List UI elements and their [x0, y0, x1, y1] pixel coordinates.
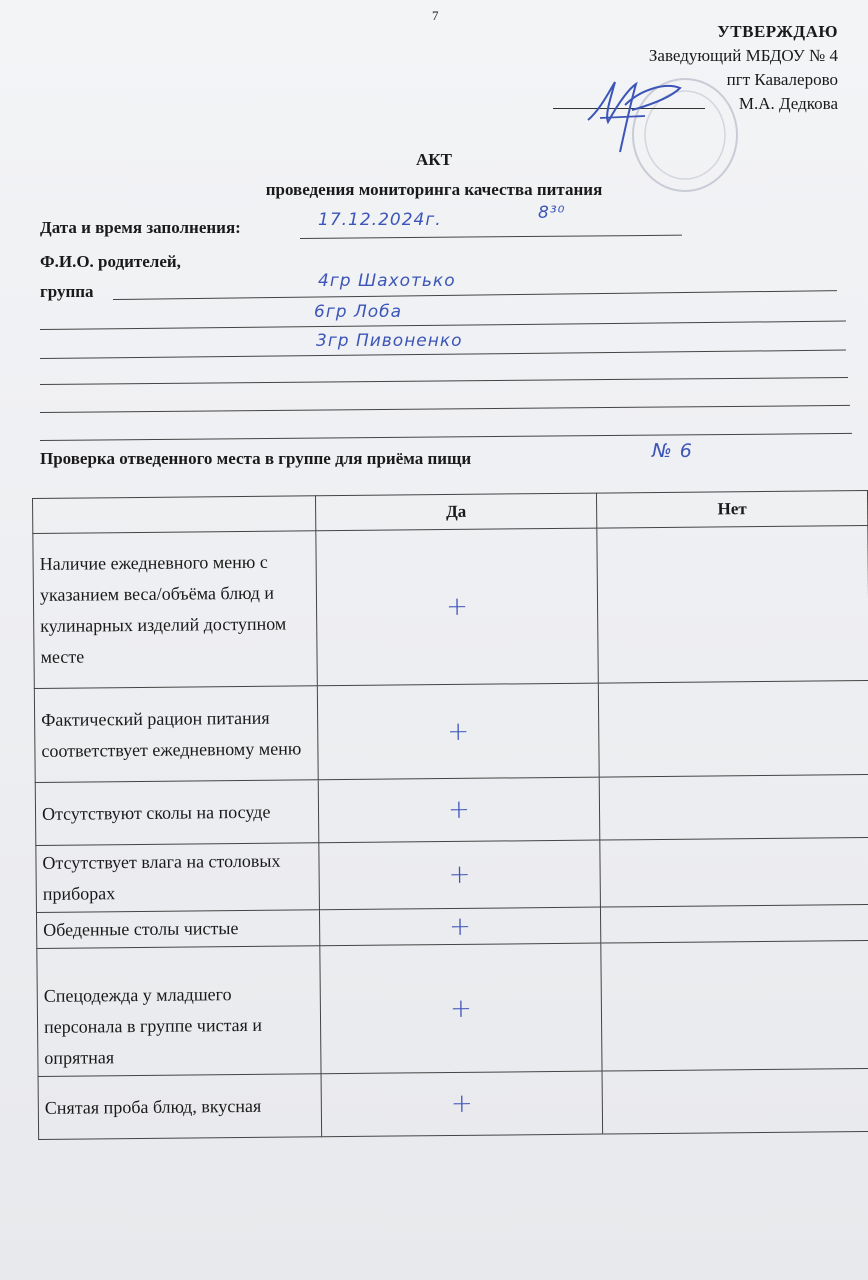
- criterion-cell: Спецодежда у младшего персонала в группе чистая и опрятная: [37, 946, 321, 1077]
- document-title: АКТ: [416, 150, 452, 169]
- no-cell: [600, 837, 868, 907]
- entry-line: [40, 377, 848, 385]
- table-row: [37, 940, 868, 1076]
- yes-mark: +: [316, 528, 598, 686]
- yes-mark: +: [319, 840, 601, 910]
- yes-mark: +: [318, 777, 600, 843]
- date-label: Дата и время заполнения:: [40, 218, 241, 237]
- approval-position: Заведующий МБДОУ № 4: [648, 46, 838, 65]
- entry-line: [40, 433, 852, 441]
- criterion-cell: Отсутствует влага на столовых приборах: [36, 843, 320, 913]
- criterion-cell: Обеденные столы чистые: [36, 910, 319, 949]
- no-cell: [598, 680, 868, 777]
- table-row: [38, 1068, 868, 1139]
- entry-line: [113, 290, 837, 300]
- table-row: [33, 525, 868, 688]
- criterion-cell: Отсутствуют сколы на посуде: [35, 780, 319, 846]
- parent-entry: 6гр Лоба: [314, 302, 403, 322]
- group-label: группа: [40, 282, 94, 301]
- parent-entry: 3гр Пивоненко: [316, 331, 463, 351]
- table-row: [35, 774, 868, 845]
- section-note: № 6: [652, 440, 693, 462]
- approval-heading: УТВЕРЖДАЮ: [717, 22, 838, 41]
- entry-line: [40, 321, 846, 330]
- no-cell: [600, 904, 868, 943]
- document-subtitle: проведения мониторинга качества питания: [265, 180, 603, 199]
- yes-mark: +: [317, 683, 599, 780]
- section-title: Проверка отведенного места в группе для приёма пищи: [40, 449, 472, 468]
- yes-mark: +: [321, 1071, 603, 1137]
- approval-name: М.А. Дедкова: [738, 94, 838, 113]
- signature-image: [570, 60, 700, 160]
- date-line: [300, 235, 682, 239]
- table-row: [36, 837, 868, 912]
- yes-mark: +: [320, 943, 602, 1074]
- date-value: 17.12.2024г.: [318, 210, 442, 230]
- parents-label: Ф.И.О. родителей,: [40, 252, 181, 271]
- header-no: Нет: [596, 490, 867, 528]
- inspection-table: [32, 490, 868, 1140]
- time-value: 8³⁰: [538, 203, 566, 223]
- criterion-cell: Фактический рацион питания соответствует ежедневному меню: [34, 686, 318, 783]
- table-row: [34, 680, 868, 782]
- header-yes: Да: [315, 493, 596, 531]
- criterion-cell: Наличие ежедневного меню с указанием веса/объёма блюд и кулинарных изделий доступном месте: [33, 531, 317, 689]
- no-cell: [602, 1068, 868, 1134]
- page-number: 7: [432, 8, 439, 23]
- no-cell: [597, 525, 868, 683]
- parent-entry: 4гр Шахотько: [318, 271, 456, 291]
- yes-mark: +: [319, 907, 600, 946]
- no-cell: [599, 774, 868, 840]
- header-criterion: [33, 496, 316, 534]
- criterion-cell: Снятая проба блюд, вкусная: [38, 1074, 322, 1140]
- entry-line: [40, 405, 850, 413]
- approval-location: пгт Кавалерово: [726, 70, 838, 89]
- no-cell: [601, 940, 868, 1071]
